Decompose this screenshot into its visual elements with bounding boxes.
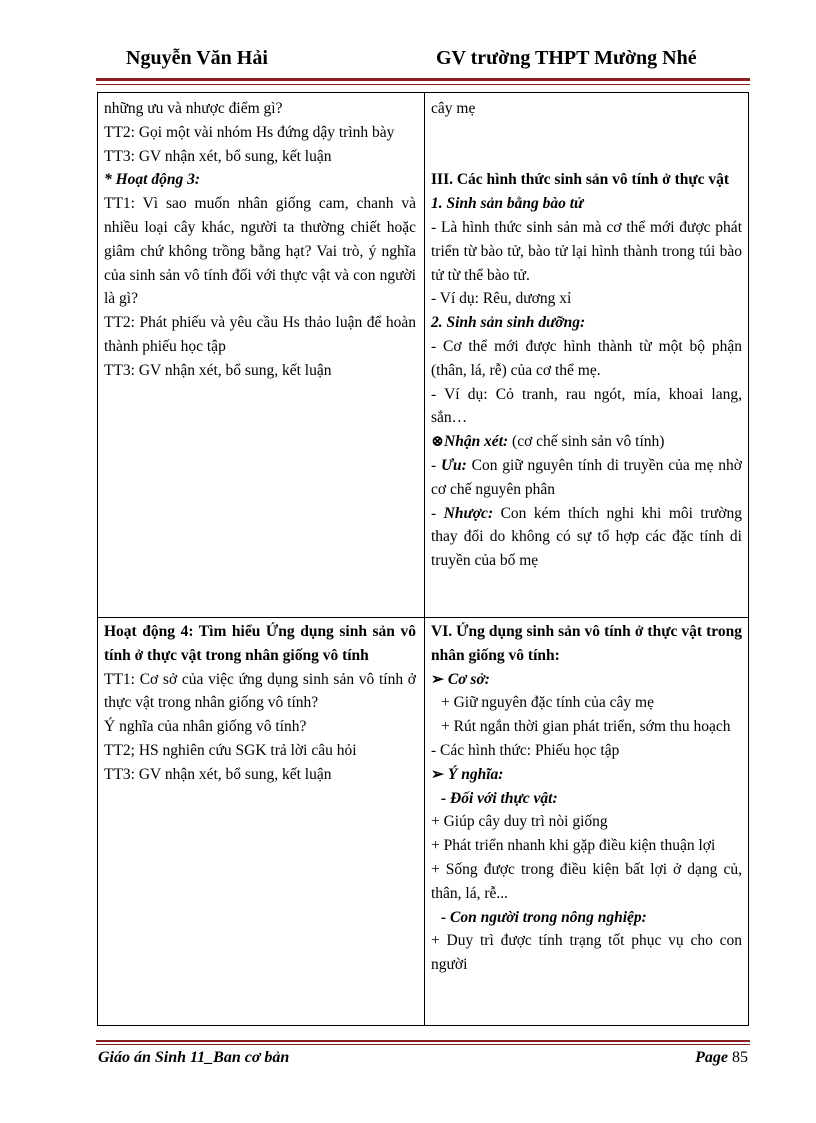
page-header — [0, 47, 816, 77]
remark-line — [431, 430, 742, 454]
humans-heading: - Con người trong nông nghiệp: — [441, 908, 647, 926]
footer-rule-thick — [96, 1040, 750, 1042]
spacer — [431, 145, 742, 169]
activity-heading: * Hoạt động 3: — [104, 171, 201, 189]
column-divider — [424, 93, 425, 1025]
text-line: TT1: Vì sao muốn nhân giống cam, chanh và nhiều loại cây khác, người ta thường chiết hoặc giâm chứ không trồng bằng hạt? Vai trò, ý nghĩa của sinh sản vô tính đối với thực vật và con người là gì? — [104, 195, 416, 308]
remark-label: Nhận xét: — [444, 433, 509, 451]
text-line: - Các hình thức: Phiếu học tập — [431, 741, 620, 759]
text-line: + Giữ nguyên đặc tính của cây mẹ — [441, 694, 654, 712]
text-line: + Sống được trong điều kiện bất lợi ở dạng củ, thân, lá, rễ... — [431, 860, 742, 902]
disadvantage-label: Nhược: — [443, 504, 494, 522]
advantage-text: Con giữ nguyên tính di truyền của mẹ nhờ cơ chế nguyên phân — [431, 456, 742, 498]
text-line: Ý nghĩa của nhân giống vô tính? — [104, 718, 307, 736]
footer-rule-thin — [96, 1044, 750, 1045]
arrow-bullet-icon: ➢ — [431, 765, 444, 783]
text-line: TT3: GV nhận xét, bổ sung, kết luận — [104, 361, 332, 379]
author-name: Nguyễn Văn Hải — [126, 47, 268, 69]
meaning-label: Ý nghĩa: — [447, 765, 504, 783]
spacer — [431, 121, 742, 145]
remark-icon: ⊗ — [431, 433, 444, 451]
text-line: - Là hình thức sinh sản mà cơ thể mới được phát triển từ bào tử, bào tử lại hình thành trong túi bào tử từ thể bào tử. — [431, 218, 742, 284]
content-cell-bottom — [431, 620, 742, 977]
activity-cell-bottom — [104, 620, 416, 787]
disadvantage-line: - Nhược: Con kém thích nghi khi môi trường thay đổi do không có sự tổ hợp các đặc tính di truyền của bố mẹ — [431, 504, 742, 570]
text-line: TT2; HS nghiên cứu SGK trả lời câu hỏi — [104, 741, 357, 759]
section-heading: VI. Ứng dụng sinh sản vô tính ở thực vật trong nhân giống vô tính: — [431, 623, 742, 664]
text-line: - Cơ thể mới được hình thành từ một bộ phận (thân, lá, rễ) của cơ thể mẹ. — [431, 337, 742, 379]
activity-cell-top — [104, 97, 416, 383]
remark-text: (cơ chế sinh sản vô tính) — [508, 433, 665, 451]
page-number-value: 85 — [732, 1049, 748, 1066]
text-line: + Phát triển nhanh khi gặp điều kiện thuận lợi — [431, 837, 716, 855]
text-line: - Ví dụ: Rêu, dương xỉ — [431, 290, 572, 308]
plants-heading: - Đối với thực vật: — [441, 789, 558, 807]
text-line: cây mẹ — [431, 100, 476, 117]
text-line: TT2: Phát phiếu và yêu cầu Hs thảo luận để hoàn thành phiếu học tập — [104, 314, 416, 355]
text-line: + Rút ngắn thời gian phát triển, sớm thu hoạch — [441, 718, 731, 736]
meaning-heading — [431, 763, 742, 787]
school-name: GV trường THPT Mường Nhé — [436, 47, 697, 69]
text-line: TT3: GV nhận xét, bổ sung, kết luận — [104, 147, 332, 165]
text-line: TT3: GV nhận xét, bổ sung, kết luận — [104, 765, 332, 783]
subsection-heading: 1. Sinh sản bằng bào tử — [431, 195, 584, 213]
page-label: Page — [695, 1049, 728, 1066]
header-rule-thick — [96, 78, 750, 81]
basis-label: Cơ sở: — [447, 670, 490, 688]
footer-title: Giáo án Sinh 11_Ban cơ bản — [98, 1049, 290, 1066]
text-line: + Giúp cây duy trì nòi giống — [431, 813, 608, 831]
disadvantage-text: Con kém thích nghi khi môi trường thay đổi do không có sự tổ hợp các đặc tính di truyền của bố mẹ — [431, 504, 742, 570]
text-line: + Duy trì được tính trạng tốt phục vụ cho con người — [431, 932, 742, 974]
arrow-bullet-icon: ➢ — [431, 670, 444, 688]
lesson-table — [97, 92, 749, 1026]
advantage-label: Ưu: — [440, 456, 467, 474]
header-rule-thin — [96, 84, 750, 85]
basis-heading — [431, 668, 742, 692]
text-line: TT2: Gọi một vài nhóm Hs đứng dậy trình bày — [104, 123, 395, 141]
text-line: TT1: Cơ sở của việc ứng dụng sinh sản vô tính ở thực vật trong nhân giống vô tính? — [104, 670, 416, 712]
page-number — [695, 1049, 748, 1067]
content-cell-top — [431, 97, 742, 573]
text-line: những ưu và nhược điểm gì? — [104, 100, 283, 117]
text-line: - Ví dụ: Cỏ tranh, rau ngót, mía, khoai lang, sắn… — [431, 385, 742, 427]
activity-heading: Hoạt động 4: Tìm hiểu Ứng dụng sinh sản vô tính ở thực vật trong nhân giống vô tính — [104, 623, 416, 664]
row-divider — [98, 617, 748, 618]
section-heading: III. Các hình thức sinh sản vô tính ở thực vật — [431, 171, 730, 189]
subsection-heading: 2. Sinh sản sinh dưỡng: — [431, 314, 586, 332]
advantage-line: - Ưu: Con giữ nguyên tính di truyền của mẹ nhờ cơ chế nguyên phân — [431, 456, 742, 498]
